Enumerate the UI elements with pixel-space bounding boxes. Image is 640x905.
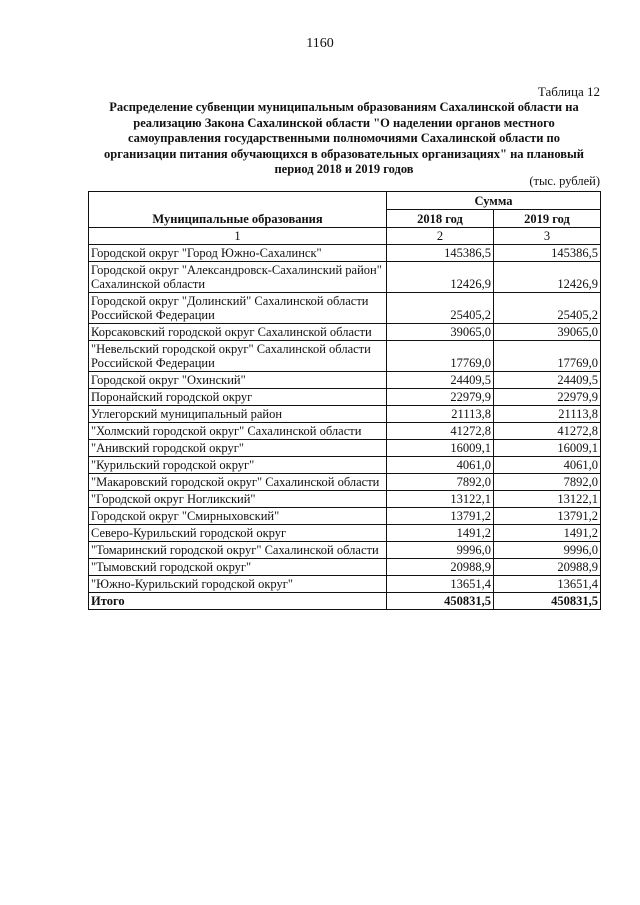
municipality-name-cell: Городской округ "Смирныховский" [89,508,387,525]
value-2019-cell: 22979,9 [494,389,601,406]
table-row [89,576,601,593]
table-row [89,491,601,508]
value-2018-cell: 41272,8 [387,423,494,440]
value-2018-cell: 4061,0 [387,457,494,474]
table-row [89,293,601,324]
header-year-2018: 2018 год [387,210,494,228]
table-row [89,262,601,293]
value-2019-cell: 12426,9 [494,262,601,293]
table-row [89,457,601,474]
value-2019-cell: 16009,1 [494,440,601,457]
header-sum: Сумма [387,192,601,210]
value-2019-cell: 145386,5 [494,245,601,262]
table-row [89,559,601,576]
value-2019-cell: 13791,2 [494,508,601,525]
table-row [89,542,601,559]
municipality-name-cell: "Томаринский городской округ" Сахалинской области [89,542,387,559]
value-2018-cell: 13122,1 [387,491,494,508]
title-line: период 2018 и 2019 годов [274,162,414,176]
value-2018-cell: 9996,0 [387,542,494,559]
table-row [89,341,601,372]
value-2019-cell: 7892,0 [494,474,601,491]
value-2019-cell: 17769,0 [494,341,601,372]
value-2018-cell: 7892,0 [387,474,494,491]
value-2019-cell: 25405,2 [494,293,601,324]
value-2019-cell: 9996,0 [494,542,601,559]
table-label: Таблица 12 [537,84,600,99]
value-2018-cell: 24409,5 [387,372,494,389]
table-row [89,525,601,542]
municipality-name-cell: Северо-Курильский городской округ [89,525,387,542]
header-year-2019: 2019 год [494,210,601,228]
table-row [89,372,601,389]
value-2018-cell: 13791,2 [387,508,494,525]
municipality-name-cell: Углегорский муниципальный район [89,406,387,423]
value-2019-cell: 4061,0 [494,457,601,474]
municipality-name-cell: Городской округ "Долинский" Сахалинской области Российской Федерации [89,293,387,324]
value-2018-cell: 145386,5 [387,245,494,262]
value-2019-cell: 21113,8 [494,406,601,423]
title-line: самоуправления государственными полномочиями Сахалинской области по [127,131,560,145]
municipality-name-cell: "Невельский городской округ" Сахалинской области Российской Федерации [89,341,387,372]
value-2018-cell: 16009,1 [387,440,494,457]
column-index-row [89,228,601,245]
table-row [89,440,601,457]
units-note: (тыс. рублей) [529,174,600,188]
municipality-name-cell: "Макаровский городской округ" Сахалинской области [89,474,387,491]
value-2019-cell: 13651,4 [494,576,601,593]
municipality-name-cell: Городской округ "Охинский" [89,372,387,389]
column-index: 2 [387,228,494,245]
title-line: реализацию Закона Сахалинской области "О наделении органов местного [133,115,555,130]
municipality-name-cell: Корсаковский городской округ Сахалинской области [89,324,387,341]
value-2019-cell: 13122,1 [494,491,601,508]
municipality-name-cell: "Городской округ Ногликский" [89,491,387,508]
header-municipalities: Муниципальные образования [89,192,387,228]
value-2018-cell: 39065,0 [387,324,494,341]
value-2018-cell: 25405,2 [387,293,494,324]
total-2019-cell: 450831,5 [494,593,601,610]
municipality-name-cell: Поронайский городской округ [89,389,387,406]
subsidy-table [88,191,601,610]
value-2018-cell: 21113,8 [387,406,494,423]
table-row [89,474,601,491]
column-index: 3 [494,228,601,245]
table-row [89,324,601,341]
table-row [89,245,601,262]
municipality-name-cell: "Анивский городской округ" [89,440,387,457]
total-2018-cell: 450831,5 [387,593,494,610]
value-2018-cell: 20988,9 [387,559,494,576]
value-2018-cell: 1491,2 [387,525,494,542]
table-row [89,406,601,423]
value-2019-cell: 24409,5 [494,372,601,389]
municipality-name-cell: "Курильский городской округ" [89,457,387,474]
value-2019-cell: 20988,9 [494,559,601,576]
total-row [89,593,601,610]
page-number: 1160 [306,36,334,51]
municipality-name-cell: "Южно-Курильский городской округ" [89,576,387,593]
municipality-name-cell: Городской округ "Александровск-Сахалинский район" Сахалинской области [89,262,387,293]
table-row [89,508,601,525]
value-2018-cell: 22979,9 [387,389,494,406]
value-2018-cell: 13651,4 [387,576,494,593]
value-2018-cell: 12426,9 [387,262,494,293]
title-line: организации питания обучающихся в образовательных организациях" на плановый [104,146,584,161]
value-2019-cell: 41272,8 [494,423,601,440]
total-label-cell: Итого [89,593,387,610]
table-row [89,423,601,440]
table-row [89,389,601,406]
value-2019-cell: 39065,0 [494,324,601,341]
document-title [88,100,600,178]
column-index: 1 [89,228,387,245]
municipality-name-cell: Городской округ "Город Южно-Сахалинск" [89,245,387,262]
municipality-name-cell: "Холмский городской округ" Сахалинской области [89,423,387,440]
title-line: Распределение субвенции муниципальным образованиям Сахалинской области на [109,100,579,114]
value-2019-cell: 1491,2 [494,525,601,542]
municipality-name-cell: "Тымовский городской округ" [89,559,387,576]
value-2018-cell: 17769,0 [387,341,494,372]
